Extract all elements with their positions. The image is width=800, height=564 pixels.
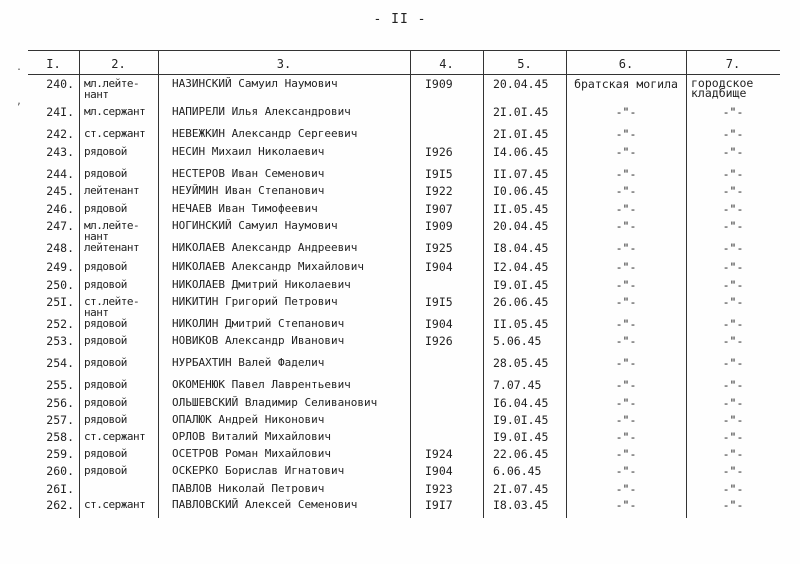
row-number: 248. (46, 241, 74, 255)
death-date-cell: I6.04.45 (493, 396, 549, 410)
death-date-cell: I9.0I.45 (493, 278, 549, 292)
cemetery-cell: -"- (722, 202, 744, 216)
name-cell: ОСКЕРКО Борислав Игнатович (172, 464, 345, 477)
name-cell: НОВИКОВ Александр Иванович (172, 334, 345, 347)
death-date-cell: 20.04.45 (493, 77, 549, 91)
name-cell: НИКОЛАЕВ Александр Михайлович (172, 260, 365, 273)
table-row (0, 128, 800, 144)
name-cell: НИКИТИН Григорий Петрович (172, 295, 338, 308)
death-date-cell: II.07.45 (493, 167, 549, 181)
cemetery-cell: городское кладбище (691, 76, 754, 100)
row-number: 257. (46, 413, 74, 427)
rank-cell: мл.лейте- нант (84, 219, 140, 243)
column-header-5: 5. (517, 57, 532, 71)
table-row (0, 168, 800, 184)
row-number: 24I. (46, 105, 74, 119)
table-row (0, 397, 800, 413)
cemetery-cell: -"- (722, 127, 744, 141)
table-row (0, 465, 800, 481)
table-row (0, 295, 800, 319)
margin-mark: . (16, 62, 23, 73)
margin-mark: , (16, 96, 23, 107)
row-number: 26I. (46, 482, 74, 496)
burial-place-cell: -"- (615, 278, 637, 292)
table-row (0, 219, 800, 243)
page-number: - II - (373, 12, 427, 27)
burial-place-cell: -"- (615, 413, 637, 427)
burial-place-cell: братская могила (574, 77, 678, 91)
death-date-cell: II.05.45 (493, 202, 549, 216)
column-header-6: 6. (618, 57, 634, 71)
table-row (0, 318, 800, 334)
row-number: 249. (46, 260, 74, 274)
birth-year-cell: I909 (425, 77, 453, 91)
burial-place-cell: -"- (615, 127, 637, 141)
rank-cell: ст.сержант (84, 430, 146, 443)
burial-place-cell: -"- (615, 105, 637, 119)
name-cell: ОРЛОВ Виталий Михайлович (172, 430, 331, 443)
burial-place-cell: -"- (615, 241, 637, 255)
burial-place-cell: -"- (615, 464, 637, 478)
burial-place-cell: -"- (615, 378, 637, 392)
birth-year-cell: I9I7 (425, 498, 453, 512)
row-number: 255. (46, 378, 74, 392)
table-row (0, 335, 800, 351)
name-cell: ОКОМЕНЮК Павел Лаврентьевич (172, 378, 351, 391)
rank-cell: рядовой (84, 356, 127, 369)
burial-place-cell: -"- (615, 295, 637, 309)
death-date-cell: 28.05.45 (493, 356, 549, 370)
table-row (0, 414, 800, 430)
table-row (0, 76, 800, 101)
burial-place-cell: -"- (615, 430, 637, 444)
death-date-cell: I9.0I.45 (493, 413, 549, 427)
cemetery-cell: -"- (722, 482, 744, 496)
row-number: 250. (46, 278, 74, 292)
name-cell: ПАВЛОВСКИЙ Алексей Семенович (172, 498, 358, 511)
cemetery-cell: -"- (722, 184, 744, 198)
death-date-cell: I2.04.45 (493, 260, 549, 274)
cemetery-cell: -"- (722, 167, 744, 181)
column-header-3: 3. (276, 57, 292, 71)
cemetery-cell: -"- (722, 260, 744, 274)
burial-place-cell: -"- (615, 219, 637, 233)
burial-place-cell: -"- (615, 482, 637, 496)
burial-place-cell: -"- (615, 317, 637, 331)
rank-cell: рядовой (84, 145, 127, 158)
name-cell: НАЗИНСКИЙ Самуил Наумович (172, 77, 338, 90)
name-cell: НОГИНСКИЙ Самуил Наумович (172, 219, 338, 232)
rank-cell: рядовой (84, 378, 127, 391)
table-row (0, 357, 800, 373)
cemetery-cell: -"- (722, 317, 744, 331)
rank-cell: ст.лейте- нант (84, 295, 140, 319)
death-date-cell: I8.03.45 (493, 498, 549, 512)
death-date-cell: 2I.0I.45 (493, 105, 549, 119)
table-row (0, 448, 800, 464)
cemetery-cell: -"- (722, 430, 744, 444)
column-header-1: I. (46, 57, 61, 71)
death-date-cell: 26.06.45 (493, 295, 549, 309)
burial-place-cell: -"- (615, 498, 637, 512)
row-number: 254. (46, 356, 74, 370)
name-cell: НЕЧАЕВ Иван Тимофеевич (172, 202, 318, 215)
death-date-cell: I0.06.45 (493, 184, 549, 198)
cemetery-cell: -"- (722, 413, 744, 427)
rank-cell: рядовой (84, 396, 127, 409)
table-row (0, 483, 800, 499)
name-cell: НЕСТЕРОВ Иван Семенович (172, 167, 325, 180)
column-header-7: 7. (725, 57, 741, 71)
rank-cell: лейтенант (84, 184, 140, 197)
name-cell: ОПАЛЮК Андрей Никонович (172, 413, 325, 426)
birth-year-cell: I907 (425, 202, 453, 216)
table-row (0, 106, 800, 122)
cemetery-cell: -"- (722, 219, 744, 233)
row-number: 246. (46, 202, 74, 216)
table-row (0, 242, 800, 258)
rank-cell: ст.сержант (84, 498, 146, 511)
rank-cell: рядовой (84, 167, 127, 180)
birth-year-cell: I9I5 (425, 167, 453, 181)
table-row (0, 185, 800, 201)
row-number: 260. (46, 464, 74, 478)
name-cell: ОСЕТРОВ Роман Михайлович (172, 447, 331, 460)
name-cell: НИКОЛАЕВ Александр Андреевич (172, 241, 358, 254)
row-number: 243. (46, 145, 74, 159)
row-number: 247. (46, 219, 74, 233)
death-date-cell: II.05.45 (493, 317, 549, 331)
birth-year-cell: I904 (425, 464, 453, 478)
rank-cell: мл.сержант (84, 105, 146, 118)
table-row (0, 146, 800, 162)
rank-cell: рядовой (84, 464, 127, 477)
name-cell: НАПИРЕЛИ Илья Александрович (172, 105, 351, 118)
rank-cell: рядовой (84, 260, 127, 273)
name-cell: НУРБАХТИН Валей Фаделич (172, 356, 325, 369)
cemetery-cell: -"- (722, 378, 744, 392)
birth-year-cell: I926 (425, 334, 453, 348)
rank-cell: рядовой (84, 317, 127, 330)
death-date-cell: 2I.07.45 (493, 482, 549, 496)
birth-year-cell: I9I5 (425, 295, 453, 309)
cemetery-cell: -"- (722, 334, 744, 348)
birth-year-cell: I924 (425, 447, 453, 461)
birth-year-cell: I925 (425, 241, 453, 255)
cemetery-cell: -"- (722, 356, 744, 370)
cemetery-cell: -"- (722, 464, 744, 478)
table-row (0, 379, 800, 395)
rank-cell: ст.сержант (84, 127, 146, 140)
row-number: 256. (46, 396, 74, 410)
rank-cell: рядовой (84, 447, 127, 460)
cemetery-cell: -"- (722, 278, 744, 292)
death-date-cell: 20.04.45 (493, 219, 549, 233)
name-cell: НЕСИН Михаил Николаевич (172, 145, 325, 158)
rank-cell: рядовой (84, 278, 127, 291)
table-row (0, 203, 800, 219)
row-number: 258. (46, 430, 74, 444)
death-date-cell: 7.07.45 (493, 378, 542, 392)
column-header-2: 2. (111, 57, 126, 71)
name-cell: НЕВЕЖКИН Александр Сергеевич (172, 127, 358, 140)
cemetery-cell: -"- (722, 447, 744, 461)
birth-year-cell: I926 (425, 145, 453, 159)
row-number: 262. (46, 498, 74, 512)
table-top-rule (28, 50, 780, 51)
death-date-cell: I9.0I.45 (493, 430, 549, 444)
birth-year-cell: I922 (425, 184, 453, 198)
burial-place-cell: -"- (615, 145, 637, 159)
table-row (0, 261, 800, 277)
name-cell: НИКОЛИН Дмитрий Степанович (172, 317, 345, 330)
death-date-cell: 6.06.45 (493, 464, 542, 478)
burial-place-cell: -"- (615, 167, 637, 181)
cemetery-cell: -"- (722, 241, 744, 255)
table-row (0, 499, 800, 515)
death-date-cell: 2I.0I.45 (493, 127, 549, 141)
row-number: 240. (46, 77, 74, 91)
birth-year-cell: I923 (425, 482, 453, 496)
table-row (0, 431, 800, 447)
name-cell: ОЛЬШЕВСКИЙ Владимир Селиванович (172, 396, 378, 409)
burial-place-cell: -"- (615, 260, 637, 274)
row-number: 259. (46, 447, 74, 461)
birth-year-cell: I904 (425, 317, 453, 331)
birth-year-cell: I904 (425, 260, 453, 274)
rank-cell: рядовой (84, 413, 127, 426)
burial-place-cell: -"- (615, 356, 637, 370)
row-number: 25I. (46, 295, 74, 309)
name-cell: ПАВЛОВ Николай Петрович (172, 482, 325, 495)
row-number: 253. (46, 334, 74, 348)
rank-cell: лейтенант (84, 241, 140, 254)
row-number: 244. (46, 167, 74, 181)
column-header-4: 4. (439, 57, 454, 71)
name-cell: НЕУЙМИН Иван Степанович (172, 184, 325, 197)
burial-place-cell: -"- (615, 202, 637, 216)
cemetery-cell: -"- (722, 396, 744, 410)
death-date-cell: I8.04.45 (493, 241, 549, 255)
rank-cell: мл.лейте- нант (84, 77, 140, 101)
rank-cell: рядовой (84, 202, 127, 215)
cemetery-cell: -"- (722, 295, 744, 309)
table-row (0, 279, 800, 295)
death-date-cell: I4.06.45 (493, 145, 549, 159)
row-number: 242. (46, 127, 74, 141)
burial-place-cell: -"- (615, 447, 637, 461)
birth-year-cell: I909 (425, 219, 453, 233)
cemetery-cell: -"- (722, 145, 744, 159)
rank-cell: рядовой (84, 334, 127, 347)
death-date-cell: 5.06.45 (493, 334, 542, 348)
death-date-cell: 22.06.45 (493, 447, 549, 461)
row-number: 245. (46, 184, 74, 198)
row-number: 252. (46, 317, 74, 331)
header-bottom-rule (28, 74, 780, 75)
cemetery-cell: -"- (722, 105, 744, 119)
name-cell: НИКОЛАЕВ Дмитрий Николаевич (172, 278, 351, 291)
burial-place-cell: -"- (615, 184, 637, 198)
cemetery-cell: -"- (722, 498, 744, 512)
burial-place-cell: -"- (615, 396, 637, 410)
burial-place-cell: -"- (615, 334, 637, 348)
